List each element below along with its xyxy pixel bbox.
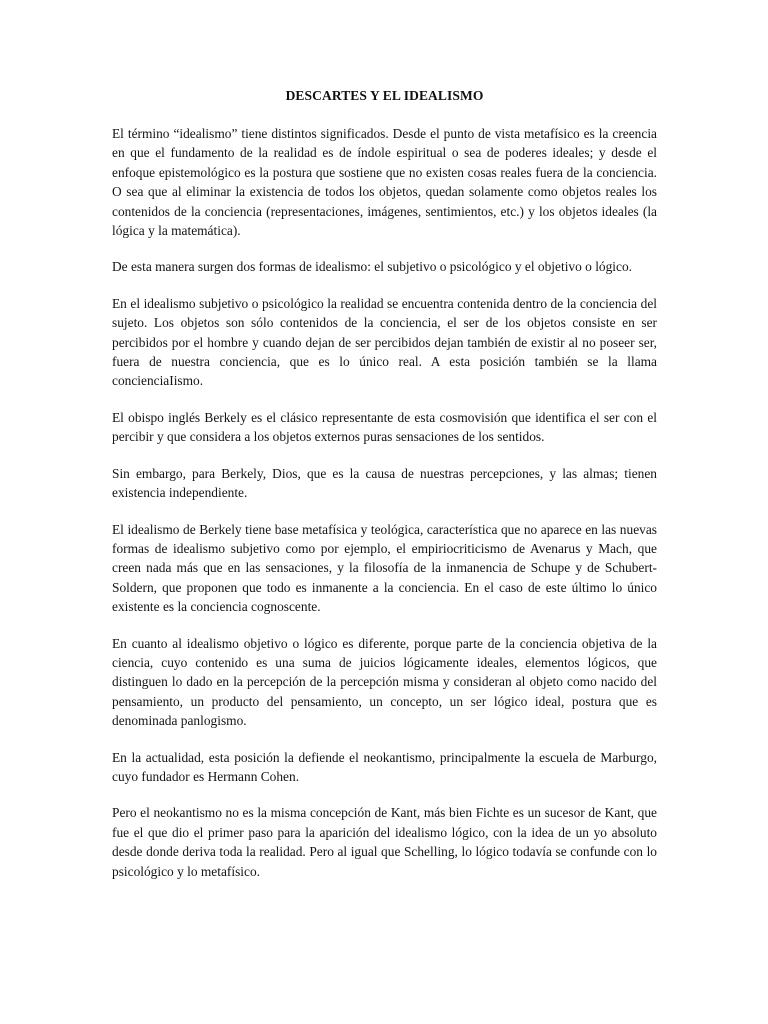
paragraph-berkely: El obispo inglés Berkely es el clásico representante de esta cosmovisión que identifica el ser con el percibir y que considera a los objetos externos puras sensaciones de los sentidos. bbox=[112, 409, 657, 445]
paragraph-two-forms: De esta manera surgen dos formas de idealismo: el subjetivo o psicológico y el objetivo o lógico. bbox=[112, 259, 633, 275]
paragraph-objective-idealism: En cuanto al idealismo objetivo o lógico es diferente, porque parte de la conciencia objetiva de la ciencia, cuyo contenido es una suma de juicios lógicamente ideales, elementos lógicos, que distinguen lo dado en la percepción de la percepción misma y consideran al objeto como nacido del pensamiento, un producto del pensamiento, un concepto, un ser lógico ideal, postura que es denominada panlogismo. bbox=[112, 635, 657, 729]
paragraph-god-and-souls: Sin embargo, para Berkely, Dios, que es la causa de nuestras percepciones, y las almas; tienen existencia independiente. bbox=[112, 465, 657, 501]
paragraph-definition: El término “idealismo” tiene distintos significados. Desde el punto de vista metafísico es la creencia en que el fundamento de la realidad es de índole espiritual o sea de poderes ideales; y desde el enfoque epistemológico es la postura que sostiene que no existen cosas reales fuera de la conciencia. O sea que al eliminar la existencia de todos los objetos, quedan solamente como objetos reales los contenidos de la conciencia (representaciones, imágenes, sentimientos, etc.) y los objetos ideales (la lógica y la matemática). bbox=[112, 126, 657, 239]
document-title: DESCARTES Y EL IDEALISMO bbox=[285, 88, 484, 103]
paragraph-subjective-idealism: En el idealismo subjetivo o psicológico la realidad se encuentra contenida dentro de la conciencia del sujeto. Los objetos son sólo contenidos de la conciencia, el ser de los objetos consiste en ser percibidos por el hombre y cuando dejan de ser percibidos dejan también de existir al no poseer ser, fuera de nuestra conciencia, que es lo único real. A esta posición también se la llama concienciaIismo. bbox=[112, 295, 657, 389]
paragraph-kant-fichte: Pero el neokantismo no es la misma concepción de Kant, más bien Fichte es un sucesor de Kant, que fue el que dio el primer paso para la aparición del idealismo lógico, con la idea de un yo absoluto desde donde deriva toda la realidad. Pero al igual que Schelling, lo lógico todavía se confunde con lo psicológico y lo metafísico. bbox=[112, 805, 657, 879]
paragraph-neokantism: En la actualidad, esta posición la defiende el neokantismo, principalmente la escuela de Marburgo, cuyo fundador es Hermann Cohen. bbox=[112, 749, 657, 784]
paragraph-berkely-idealism: El idealismo de Berkely tiene base metafísica y teológica, característica que no aparece en las nuevas formas de idealismo subjetivo como por ejemplo, el empiriocriticismo de Avenarus y Mach, que creen nada más que en las sensaciones, y la filosofía de la inmanencia de Schupe y de Schubert-Soldern, que proponen que todo es inmanente a la conciencia. En el caso de este último lo único existente es la conciencia cognoscente. bbox=[112, 521, 657, 615]
document-body bbox=[112, 124, 657, 898]
